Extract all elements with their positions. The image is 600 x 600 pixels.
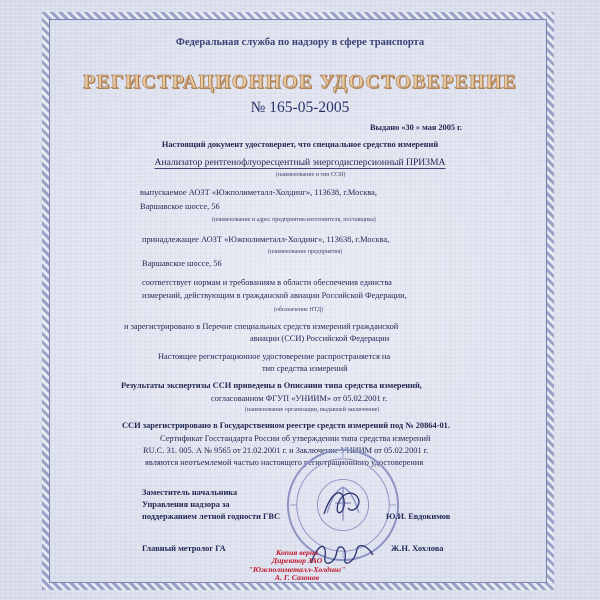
copy-stamp-line: Директор ЗАО — [271, 556, 323, 566]
agency-name: Федеральная служба по надзору в сфере транспорта — [175, 37, 425, 48]
manufacturer-line-1: выпускаемое АОЗТ «Южполиметалл-Холдинг», 113638, г.Москва, — [140, 188, 377, 197]
deputy-title-line-2: Управления надзора за — [142, 500, 230, 509]
expertise-line-1: Результаты экспертизы ССИ приведены в Описании типа средства измерений, — [121, 381, 422, 390]
certificate-line-3: являются неотъемлемой частью настоящего регистрационного удостоверения — [145, 458, 424, 467]
issue-date: Выдано «30 » мая 2005 г. — [370, 123, 462, 132]
owner-caption: (наименование предприятия) — [268, 249, 343, 255]
device-caption: (наименование и тип ССИ) — [276, 172, 346, 178]
signature-icon — [318, 484, 368, 526]
metrologist-title: Главный метролог ГА — [142, 544, 226, 553]
manufacturer-line-2: Варшавское шоссе, 56 — [140, 202, 220, 211]
metrologist-name: Ж.Н. Хохлова — [391, 544, 444, 553]
copy-stamp-line: Копия верна — [276, 548, 318, 557]
conformity-line-1: соответствует нормам и требованиям в области обеспечения единства — [142, 278, 392, 287]
applies-line-1: Настоящее регистрационное удостоверение распространяется на — [158, 352, 391, 361]
certificate-line-1: Сертификат Госстандарта России об утверждении типа средства измерений — [160, 434, 431, 443]
state-register-text: ССИ зарегистрировано в Государственном реестре средств измерений под № 20864-01. — [122, 421, 450, 430]
certificate-number: № 165-05-2005 — [250, 99, 350, 116]
intro-text: Настоящий документ удостоверяет, что специальное средство измерений — [161, 140, 439, 149]
copy-stamp-line: А. Г. Сазонов — [274, 573, 320, 583]
deputy-name: Ю.И. Евдокимов — [386, 512, 451, 521]
registered-line-2: авиации (ССИ) Российской Федерации — [250, 334, 390, 343]
owner-line-1: принадлежащее АОЗТ «Южполиметалл-Холдинг», 113638, г.Москва, — [142, 235, 390, 244]
owner-line-2: Варшавское шоссе, 56 — [142, 259, 222, 268]
deputy-title-line-1: Заместитель начальника — [142, 488, 238, 497]
conformity-line-2: измерений, действующим в гражданской авиации Российской Федерации, — [142, 291, 407, 300]
copy-stamp-line: "Южполиметалл-Холдинг" — [248, 564, 346, 574]
certificate-title: РЕГИСТРАЦИОННОЕ УДОСТОВЕРЕНИЕ — [82, 71, 518, 93]
applies-line-2: тип средства измерений — [262, 364, 348, 373]
device-name: Анализатор рентгенофлуоресцентный энергодисперсионный ПРИЗМА — [154, 157, 446, 168]
deputy-title-line-3: поддержанием летной годности ГВС — [142, 512, 281, 521]
agreement-caption: (наименование организации, выдавшей заключение) — [245, 407, 380, 413]
copy-certified-stamp — [227, 549, 367, 583]
ntd-caption: (обозначение НТД) — [274, 307, 324, 313]
expertise-line-2: согласованном ФГУП «УНИИМ» от 05.02.2001 г. — [211, 394, 388, 403]
certificate-line-2: RU.С. 31. 005. А № 9565 от 21.02.2001 г. и Заключение УНИИМ от 05.02.2001 г. — [143, 446, 429, 455]
manufacturer-caption: (наименование и адрес предприятия-изготовителя, поставщика) — [212, 217, 376, 223]
registered-line-1: и зарегистрировано в Перечне специальных средств измерений гражданской — [124, 322, 399, 331]
